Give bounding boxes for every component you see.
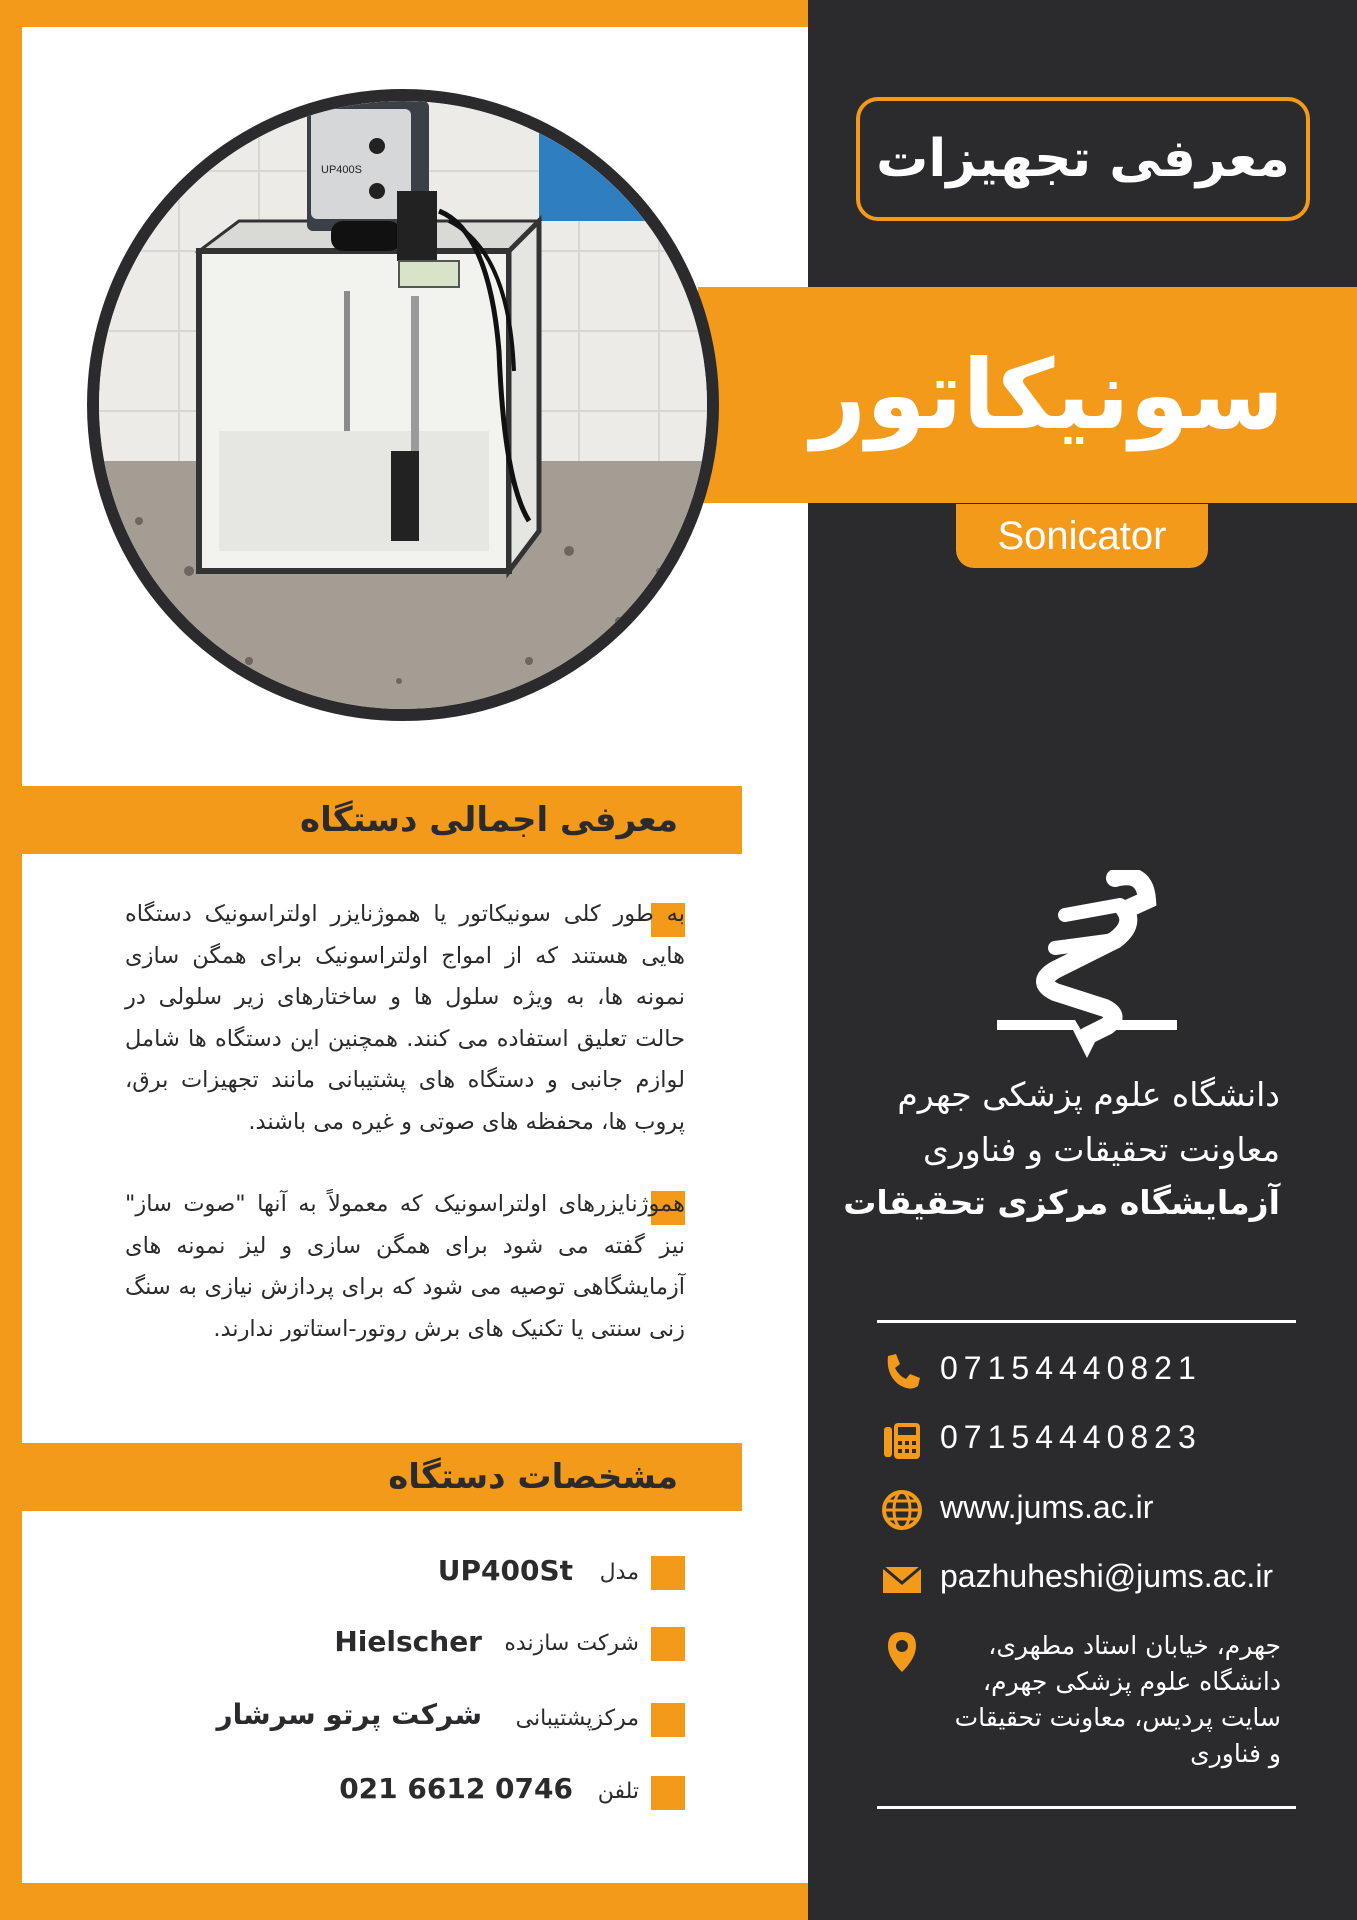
specs-heading-bar — [22, 1443, 742, 1511]
device-name-fa: سونیکاتور — [810, 339, 1285, 451]
spec-label-model: مدل — [599, 1560, 639, 1585]
contact-phone[interactable]: 07154440821 — [940, 1350, 1202, 1386]
device-model-label: UP400S — [321, 164, 362, 176]
device-name-en-pill — [956, 504, 1208, 568]
globe-icon — [880, 1488, 924, 1532]
contact-divider-bottom — [877, 1806, 1296, 1809]
phone-icon — [880, 1350, 924, 1394]
overview-paragraph-2: هموژنایزرهای اولتراسونیک که معمولاً به آنها "صوت ساز" نیز گفته می شود برای همگن سازی و لیز نمونه های آزمایشگاهی توصیه می شود که برای پردازش نیازی به سنگ زنی سنتی یا تکنیک های برش روتور-استاتور ندارند. — [125, 1191, 685, 1342]
spec-bullet-2 — [651, 1627, 685, 1661]
poster-title: معرفی تجهیزات — [876, 129, 1290, 189]
spec-value-model: UP400St — [437, 1554, 573, 1587]
location-pin-icon — [880, 1630, 924, 1674]
contact-address: جهرم، خیابان استاد مطهری، دانشگاه علوم پزشکی جهرم، سایت پردیس، معاونت تحقیقات و فناوری — [954, 1631, 1281, 1768]
device-name-en: Sonicator — [997, 513, 1167, 558]
contact-website[interactable]: www.jums.ac.ir — [940, 1489, 1154, 1525]
overview-heading-bar — [22, 786, 742, 854]
fax-icon — [880, 1419, 924, 1463]
spec-label-manufacturer: شرکت سازنده — [504, 1631, 639, 1656]
envelope-icon — [880, 1557, 924, 1601]
spec-value-phone: 021 6612 0746 — [339, 1772, 573, 1805]
spec-bullet-3 — [651, 1703, 685, 1737]
contact-divider-top — [877, 1320, 1296, 1323]
spec-bullet-4 — [651, 1776, 685, 1810]
contact-fax[interactable]: 07154440823 — [940, 1419, 1202, 1455]
overview-heading: معرفی اجمالی دستگاه — [300, 800, 678, 840]
spec-value-support: شرکت پرتو سرشار — [216, 1698, 482, 1731]
spec-label-phone: تلفن — [597, 1779, 639, 1804]
device-photo — [87, 89, 719, 721]
vice-chancellor-name: معاونت تحقیقات و فناوری — [922, 1130, 1280, 1169]
specs-heading: مشخصات دستگاه — [388, 1457, 678, 1497]
spec-bullet-1 — [651, 1556, 685, 1590]
spec-value-manufacturer: Hielscher — [334, 1625, 482, 1658]
university-name: دانشگاه علوم پزشکی جهرم — [897, 1075, 1280, 1114]
contact-email[interactable]: pazhuheshi@jums.ac.ir — [940, 1558, 1274, 1594]
spec-label-support: مرکزپشتیبانی — [515, 1706, 639, 1731]
title-box — [856, 97, 1310, 221]
device-name-band — [698, 287, 1357, 503]
device-photo-drawing — [99, 101, 707, 709]
overview-paragraph-1: به طور کلی سونیکاتور یا هموژنایزر اولتراسونیک دستگاه هایی هستند که از امواج اولتراسونیک برای همگن سازی نمونه ها، به ویژه سلول ها و ساختارهای زیر سلولی در حالت تعلیق استفاده می کنند. همچنین این دستگاه ها شامل لوازم جانبی و دستگاه های پشتیبانی مانند تجهیزات برق، پروب ها، محفظه های صوتی و غیره می باشند. — [125, 901, 685, 1135]
central-lab-name: آزمایشگاه مرکزی تحقیقات — [843, 1183, 1280, 1222]
university-logo-icon — [995, 870, 1179, 1060]
